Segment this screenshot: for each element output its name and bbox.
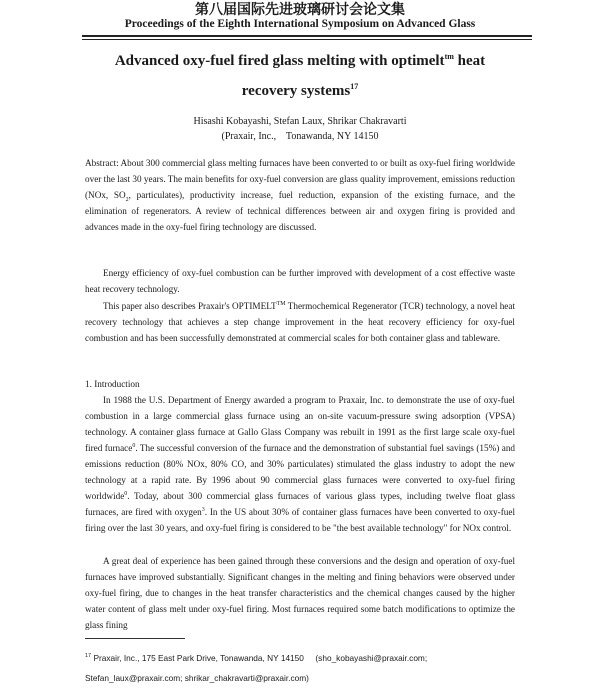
intro-p1-text-c: . Today, about 300 commercial glass furnaces of various glass types, including twelve float glass furnaces, are fired with oxygen (85, 491, 515, 517)
intro-p1-text-d: . In the US about 30% of container glass furnaces have been converted to oxy-fuel firing over the last 30 years, and oxy-fuel firing is considered to be "the best available technology" for NOx control. (85, 507, 515, 533)
citation-ref: 3 (201, 506, 205, 513)
citation-ref: 0 (124, 490, 128, 497)
title-footnote-mark: 17 (350, 82, 359, 91)
section-heading-introduction: 1. Introduction (85, 379, 140, 389)
paper-title (40, 46, 560, 106)
footnote-rule (85, 638, 185, 639)
paper-affiliation: (Praxair, Inc., Tonawanda, NY 14150 (221, 131, 379, 142)
title-trademark: tm (444, 52, 454, 61)
footnote-mark: 17 (85, 653, 92, 660)
abstract-p3-text-a: This paper also describes Praxair's OPTIMELT (103, 301, 277, 311)
title-line2-text: recovery systems (241, 83, 351, 99)
header-rule-thin (82, 39, 532, 40)
proceedings-chinese-title: 第八届国际先进玻璃研讨会论文集 (195, 2, 405, 18)
abstract-p3-trademark: TM (276, 300, 286, 307)
abstract-text-b: , particulates), productivity increase, fuel reduction, expansion of the existing furnace, and the elimination of regenerators. A review of technical differences between air and oxygen firing is provided and advances made in the oxy-fuel firing technology are discussed. (85, 190, 515, 232)
title-line1-end: heat (453, 53, 486, 69)
citation-ref: 0 (132, 442, 136, 449)
footnote-text-1: Praxair, Inc., 175 East Park Drive, Tonawanda, NY 14150 (sho_kobayashi@praxair.com; (93, 653, 428, 663)
abstract-paragraph (85, 155, 515, 235)
footnote-line-1 (85, 652, 525, 665)
abstract-p3-text-b: Thermochemical Regenerator (TCR) technology, a novel heat recovery technology that achieves a step change improvement in the heat recovery efficiency for oxy-fuel combustion and has been successfully demonstrated at commercial scales for both container glass and tableware. (85, 301, 515, 343)
paper-authors: Hisashi Kobayashi, Stefan Laux, Shrikar Chakravarti (193, 116, 407, 127)
abstract-paragraph-2: Energy efficiency of oxy-fuel combustion can be further improved with development of a cost effective waste heat recovery technology. (85, 268, 515, 294)
intro-p1-text-a: In 1988 the U.S. Department of Energy awarded a program to Praxair, Inc. to demonstrate the use of oxy-fuel combustion in a large commercial glass furnace using an on-site vacuum-pressure swing adsorption (VPSA) technology. A container glass furnace at Gallo Glass Company was rebuilt in 1991 as the first large scale oxy-fuel fired furnace (85, 395, 515, 453)
abstract-text-a: Abstract: About 300 commercial glass melting furnaces have been converted to or built as oxy-fuel firing worldwide over the last 30 years. The main benefits for oxy-fuel conversion are glass quality improvement, emissions reduction (NOx, SO (85, 158, 515, 200)
title-line1-text: Advanced oxy-fuel fired glass melting with optimelt (114, 53, 445, 69)
intro-p1-text-b: . The successful conversion of the furnace and the demonstration of substantial fuel savings (15%) and emissions reduction (80% NOx, 80% CO, and 30% particulates) stimulated the glass industry to adopt the new technology at a rapid rate. By 1996 about 90 commercial glass furnaces were converted to oxy-fuel firing worldwide (85, 443, 516, 501)
intro-paragraph-1 (85, 392, 515, 536)
intro-paragraph-2: A great deal of experience has been gained through these conversions and the design and operation of oxy-fuel furnaces have improved substantially. Significant changes in the melting and fining behaviors were observed under oxy-fuel firing, due to changes in the heat transfer characteristics and the chemical changes caused by the higher water content of glass melt under oxy-fuel firing. Most furnaces required some batch modifications to optimize the glass fining (85, 556, 515, 630)
abstract-paragraph-3 (85, 298, 515, 346)
footnote-line-2: Stefan_laux@praxair.com; shrikar_chakravarti@praxair.com) (85, 673, 309, 683)
proceedings-english-title: Proceedings of the Eighth International Symposium on Advanced Glass (124, 18, 476, 30)
header-rule-thick (82, 35, 532, 37)
abstract-subscript: 2 (125, 196, 129, 203)
